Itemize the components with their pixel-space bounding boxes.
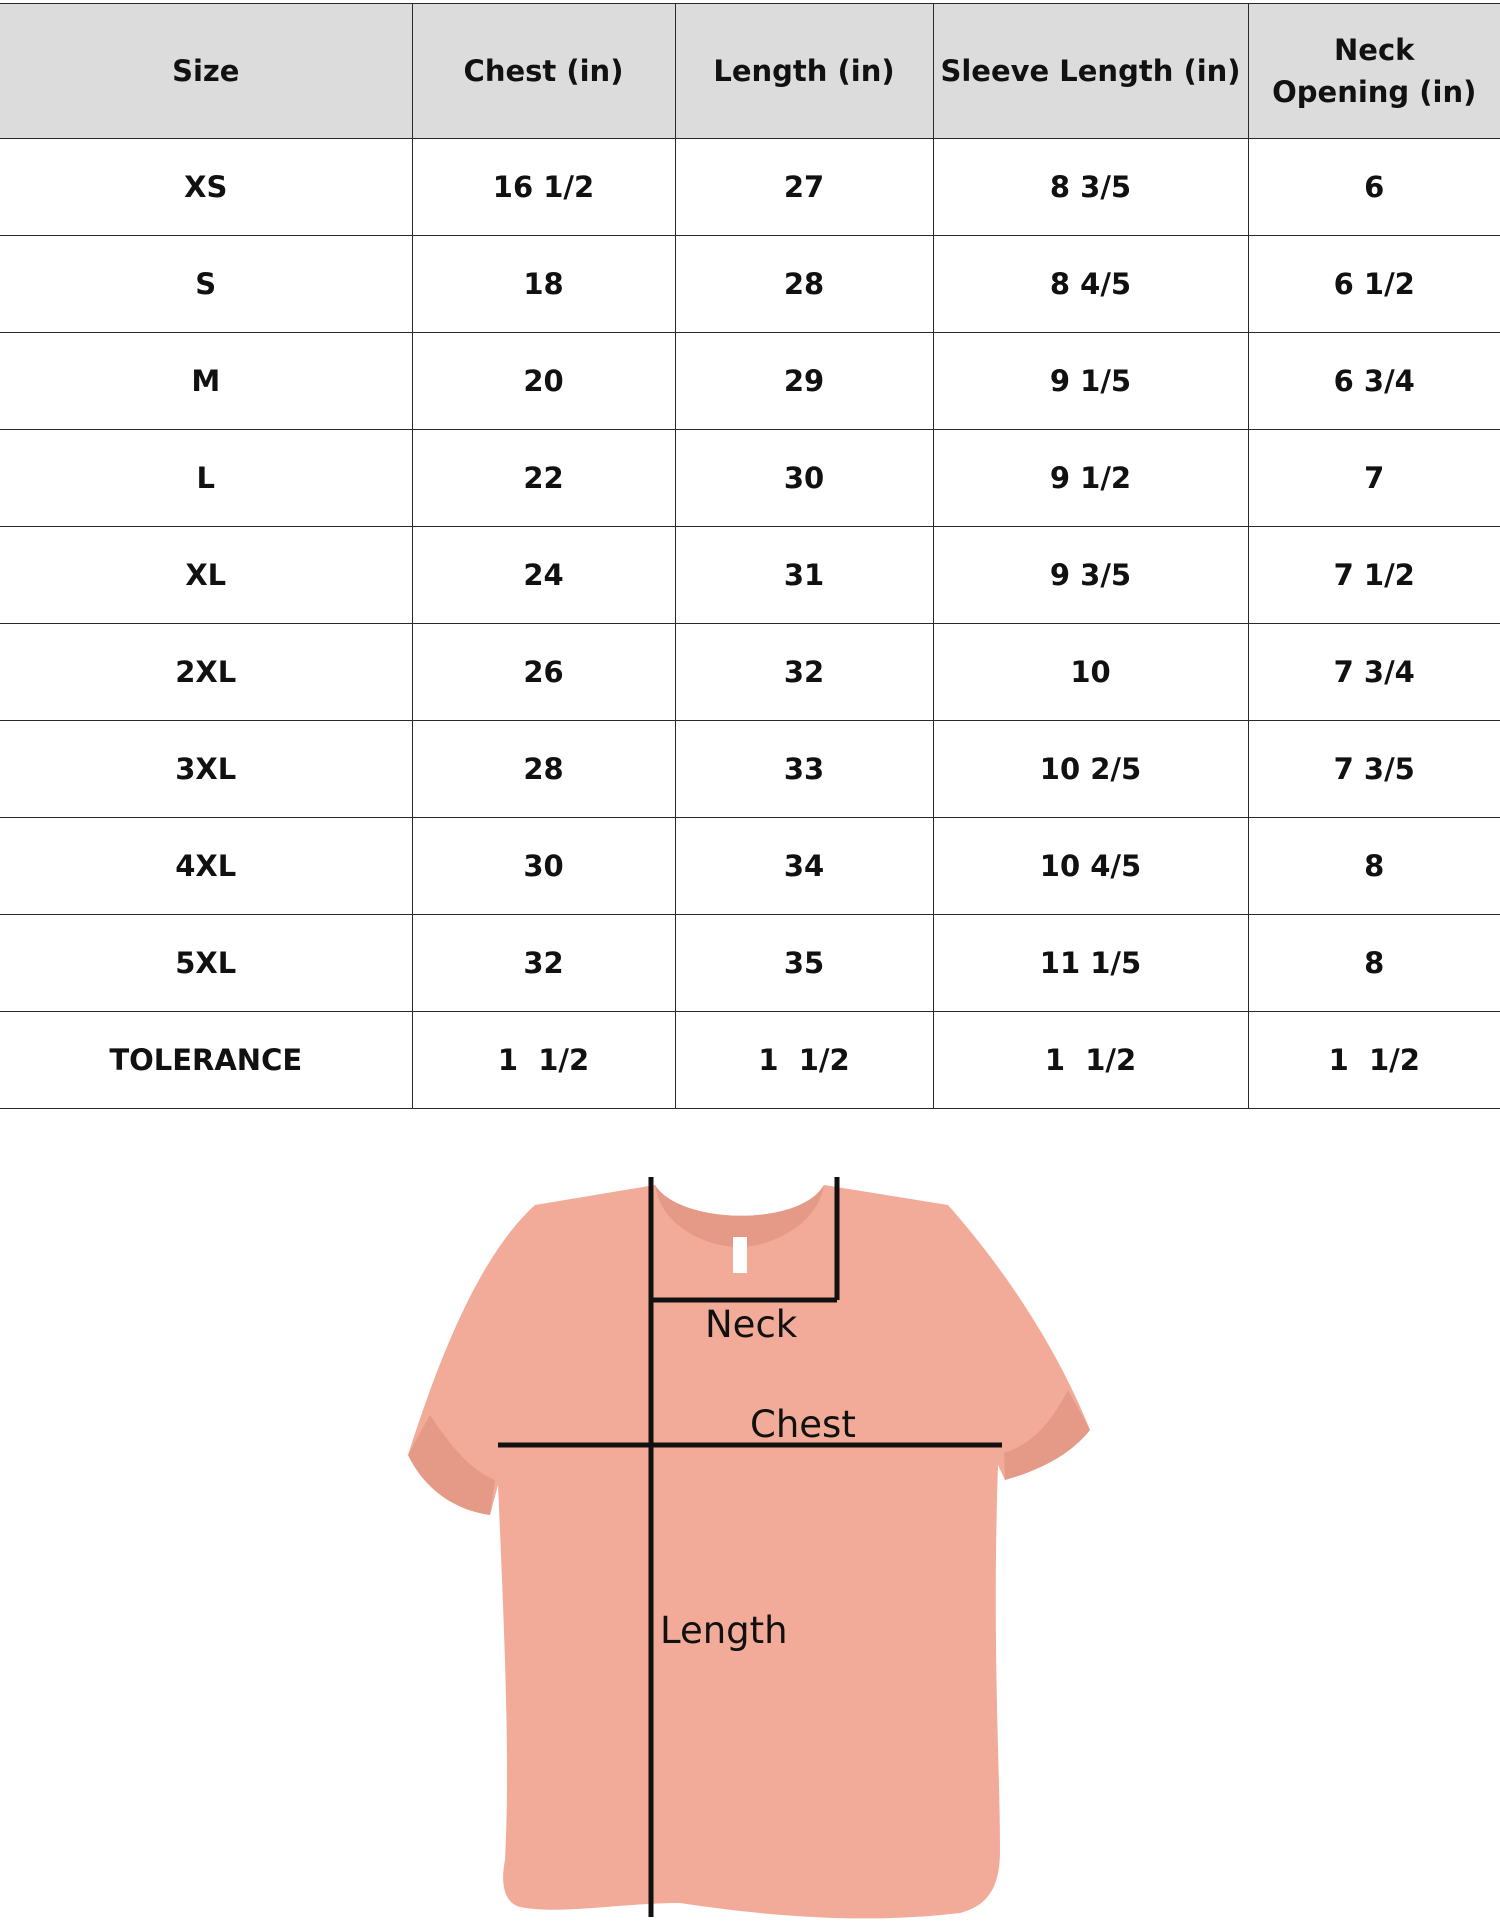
cell-neck: 7 3/4	[1248, 624, 1500, 721]
cell-length: 30	[675, 430, 933, 527]
cell-length: 32	[675, 624, 933, 721]
cell-chest: 16 1/2	[412, 139, 675, 236]
cell-size: L	[0, 430, 412, 527]
cell-chest: 28	[412, 721, 675, 818]
cell-sleeve: 9 3/5	[933, 527, 1248, 624]
cell-length: 29	[675, 333, 933, 430]
cell-size: XS	[0, 139, 412, 236]
table-row	[0, 915, 1500, 1012]
cell-neck: 7	[1248, 430, 1500, 527]
header-size: Size	[0, 4, 412, 139]
cell-length: 27	[675, 139, 933, 236]
table-row	[0, 818, 1500, 915]
table-row	[0, 527, 1500, 624]
header-sleeve-length: Sleeve Length (in)	[933, 4, 1248, 139]
cell-chest: 26	[412, 624, 675, 721]
cell-length: 33	[675, 721, 933, 818]
table-header-row	[0, 4, 1500, 139]
table-row-tolerance	[0, 1012, 1500, 1109]
cell-sleeve: 9 1/5	[933, 333, 1248, 430]
tag-icon	[733, 1237, 747, 1273]
cell-size: 4XL	[0, 818, 412, 915]
cell-sleeve: 1 1/2	[933, 1012, 1248, 1109]
cell-sleeve: 8 4/5	[933, 236, 1248, 333]
cell-length: 28	[675, 236, 933, 333]
chest-label: Chest	[750, 1403, 856, 1446]
header-length: Length (in)	[675, 4, 933, 139]
cell-sleeve: 9 1/2	[933, 430, 1248, 527]
cell-sleeve: 10	[933, 624, 1248, 721]
header-neck-opening: Neck Opening (in)	[1248, 4, 1500, 139]
cell-chest: 32	[412, 915, 675, 1012]
cell-size: XL	[0, 527, 412, 624]
table-row	[0, 624, 1500, 721]
length-label: Length	[660, 1609, 788, 1652]
cell-length: 1 1/2	[675, 1012, 933, 1109]
cell-neck: 6	[1248, 139, 1500, 236]
cell-size: 3XL	[0, 721, 412, 818]
cell-size: 2XL	[0, 624, 412, 721]
cell-sleeve: 11 1/5	[933, 915, 1248, 1012]
cell-neck: 8	[1248, 818, 1500, 915]
cell-length: 34	[675, 818, 933, 915]
cell-neck: 6 3/4	[1248, 333, 1500, 430]
cell-neck: 1 1/2	[1248, 1012, 1500, 1109]
table-row	[0, 721, 1500, 818]
table-row	[0, 333, 1500, 430]
header-chest: Chest (in)	[412, 4, 675, 139]
cell-chest: 30	[412, 818, 675, 915]
cell-size: 5XL	[0, 915, 412, 1012]
table-row	[0, 139, 1500, 236]
cell-sleeve: 8 3/5	[933, 139, 1248, 236]
cell-size: M	[0, 333, 412, 430]
cell-neck: 7 1/2	[1248, 527, 1500, 624]
size-chart-table	[0, 3, 1500, 1109]
cell-sleeve: 10 4/5	[933, 818, 1248, 915]
table-row	[0, 430, 1500, 527]
tshirt-icon	[408, 1185, 1090, 1918]
cell-sleeve: 10 2/5	[933, 721, 1248, 818]
neck-label: Neck	[705, 1303, 798, 1346]
cell-chest: 1 1/2	[412, 1012, 675, 1109]
cell-chest: 22	[412, 430, 675, 527]
tshirt-measurement-diagram	[0, 1125, 1500, 1929]
cell-chest: 18	[412, 236, 675, 333]
cell-length: 31	[675, 527, 933, 624]
cell-neck: 8	[1248, 915, 1500, 1012]
cell-size: TOLERANCE	[0, 1012, 412, 1109]
cell-neck: 6 1/2	[1248, 236, 1500, 333]
table-row	[0, 236, 1500, 333]
cell-size: S	[0, 236, 412, 333]
cell-neck: 7 3/5	[1248, 721, 1500, 818]
cell-chest: 24	[412, 527, 675, 624]
cell-length: 35	[675, 915, 933, 1012]
cell-chest: 20	[412, 333, 675, 430]
